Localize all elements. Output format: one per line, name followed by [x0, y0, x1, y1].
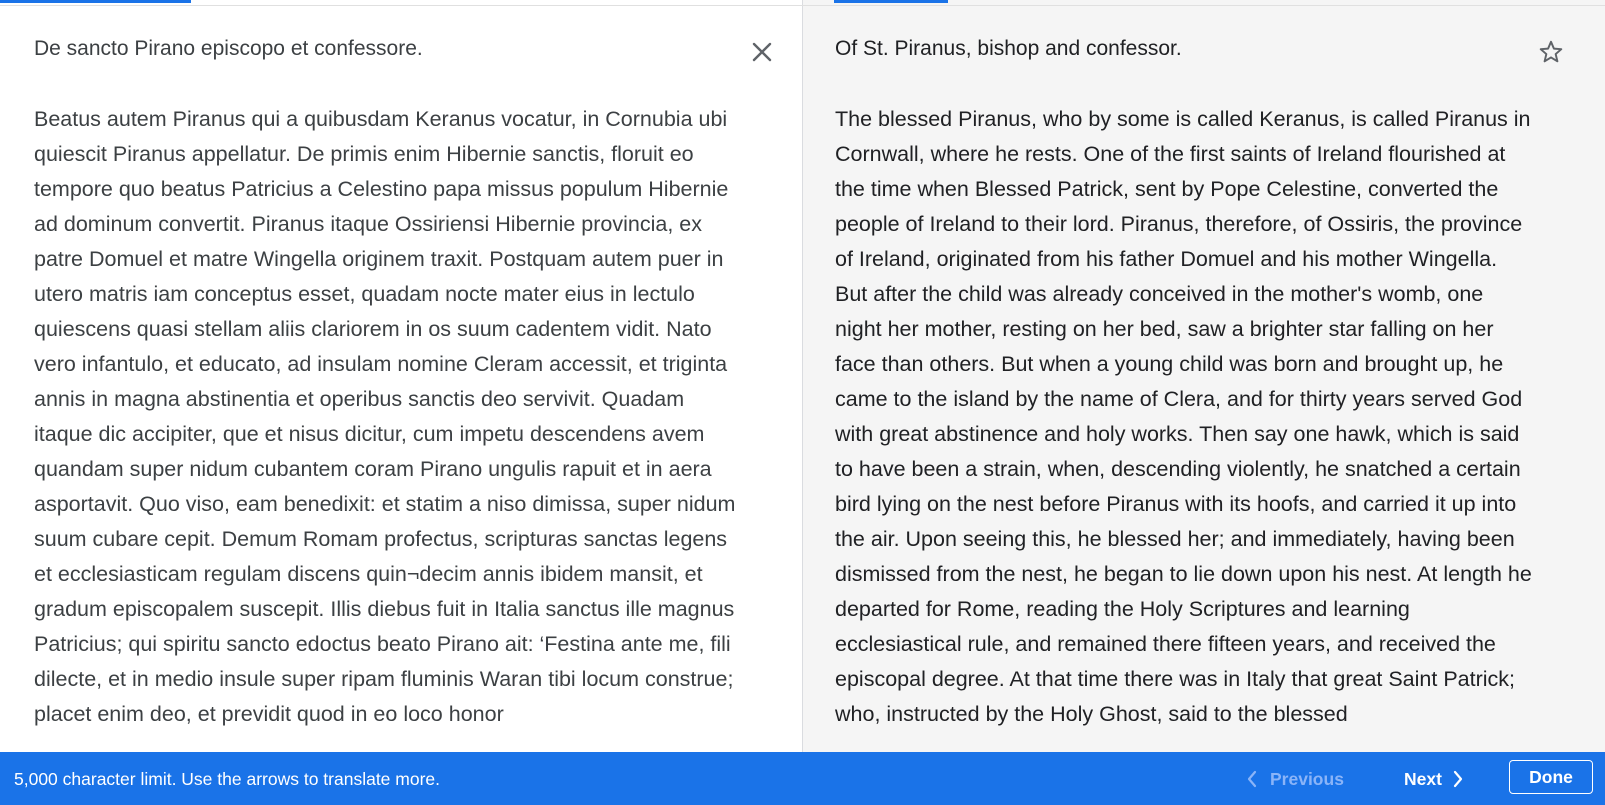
source-text: Beatus autem Piranus qui a quibusdam Keranus vocatur, in Cornubia ubi quiescit Piranus appellatur. De primis enim Hibernie sanctis, floruit eo tempore quo beatus Patricius a Celestino papa missus populum Hibernie ad dominum convertit. Piranus itaque Ossiriensi Hibernie provincia, ex patre Domuel et matre Wingella originem traxit. Postquam autem puer in utero matris iam conceptus esset, quadam nocte mater eius in lectulo quiescens quasi stellam aliis clariorem in os suum cadentem vidit. Nato vero infantulo, et educato, ad insulam nomine Cleram accessit, et triginta annis in magna abstinentia et operibus sanctis deo servivit. Quadam itaque dic accipiter, que et nisus dicitur, cum impetu descendens avem quandam super nidum cubantem coram Pirano ungulis rapuit et in aera asportavit. Quo viso, eam benedixit: et statim a niso dimissa, super nidum suum cubare cepit. Demum Romam profectus, scripturas sanctas legens et ecclesiasticam regulam discens quin¬decim annis ibidem mansit, et gradum episcopalem suscepit. Illis diebus fuit in Italia sanctus ille magnus Patricius; qui spiritu sancto edoctus beato Pirano ait: ‘Festina ante me, fili dilecte, et in medio insule super ripam fluminis Waran tibi locum construe; placet enim deo, et previdit quod in eo loco honor [34, 107, 736, 726]
footer-bar [0, 752, 1605, 805]
translation-title: Of St. Piranus, bishop and confessor. [835, 37, 1182, 60]
translation-text: The blessed Piranus, who by some is called Keranus, is called Piranus in Cornwall, where he rests. One of the first saints of Ireland flourished at the time when Blessed Patrick, sent by Pope Celestine, converted the people of Ireland to their lord. Piranus, therefore, of Ossiris, the province of Ireland, originated from his father Domuel and his mother Wingella. But after the child was already conceived in the mother's womb, one night her mother, resting on her bed, saw a brighter star falling on her face than others. But when a young child was born and brought up, he came to the island by the name of Clera, and for thirty years served God with great abstinence and holy works. Then say one hawk, which is said to have been a strain, when, descending violently, he snatched a certain bird lying on the nest before Piranus with its hoofs, and carried it up into the air. Upon seeing this, he blessed her; and immediately, having been dismissed from the nest, he began to lie down upon his nest. At length he departed for Rome, reading the Holy Scriptures and learning ecclesiastical rule, and remained there fifteen years, and received the episcopal degree. At that time there was in Italy that great Saint Patrick; who, instructed by the Holy Ghost, said to the blessed [835, 107, 1532, 726]
chevron-right-icon [1452, 770, 1464, 788]
previous-label: Previous [1270, 768, 1344, 789]
character-limit-message: 5,000 character limit. Use the arrows to translate more. [14, 769, 441, 789]
source-title: De sancto Pirano episcopo et confessore. [34, 37, 423, 60]
star-icon [1538, 39, 1564, 65]
next-label: Next [1404, 768, 1442, 789]
target-tab-indicator [834, 0, 948, 3]
chevron-left-icon [1246, 770, 1258, 788]
next-button[interactable] [1404, 764, 1464, 794]
done-button[interactable]: Done [1509, 760, 1593, 794]
save-translation-button[interactable] [1535, 36, 1567, 68]
close-button[interactable] [746, 36, 778, 68]
top-divider [0, 0, 1605, 6]
source-tab-indicator [0, 0, 191, 3]
previous-button[interactable] [1246, 764, 1344, 794]
target-panel [803, 0, 1605, 805]
close-icon [751, 41, 773, 63]
